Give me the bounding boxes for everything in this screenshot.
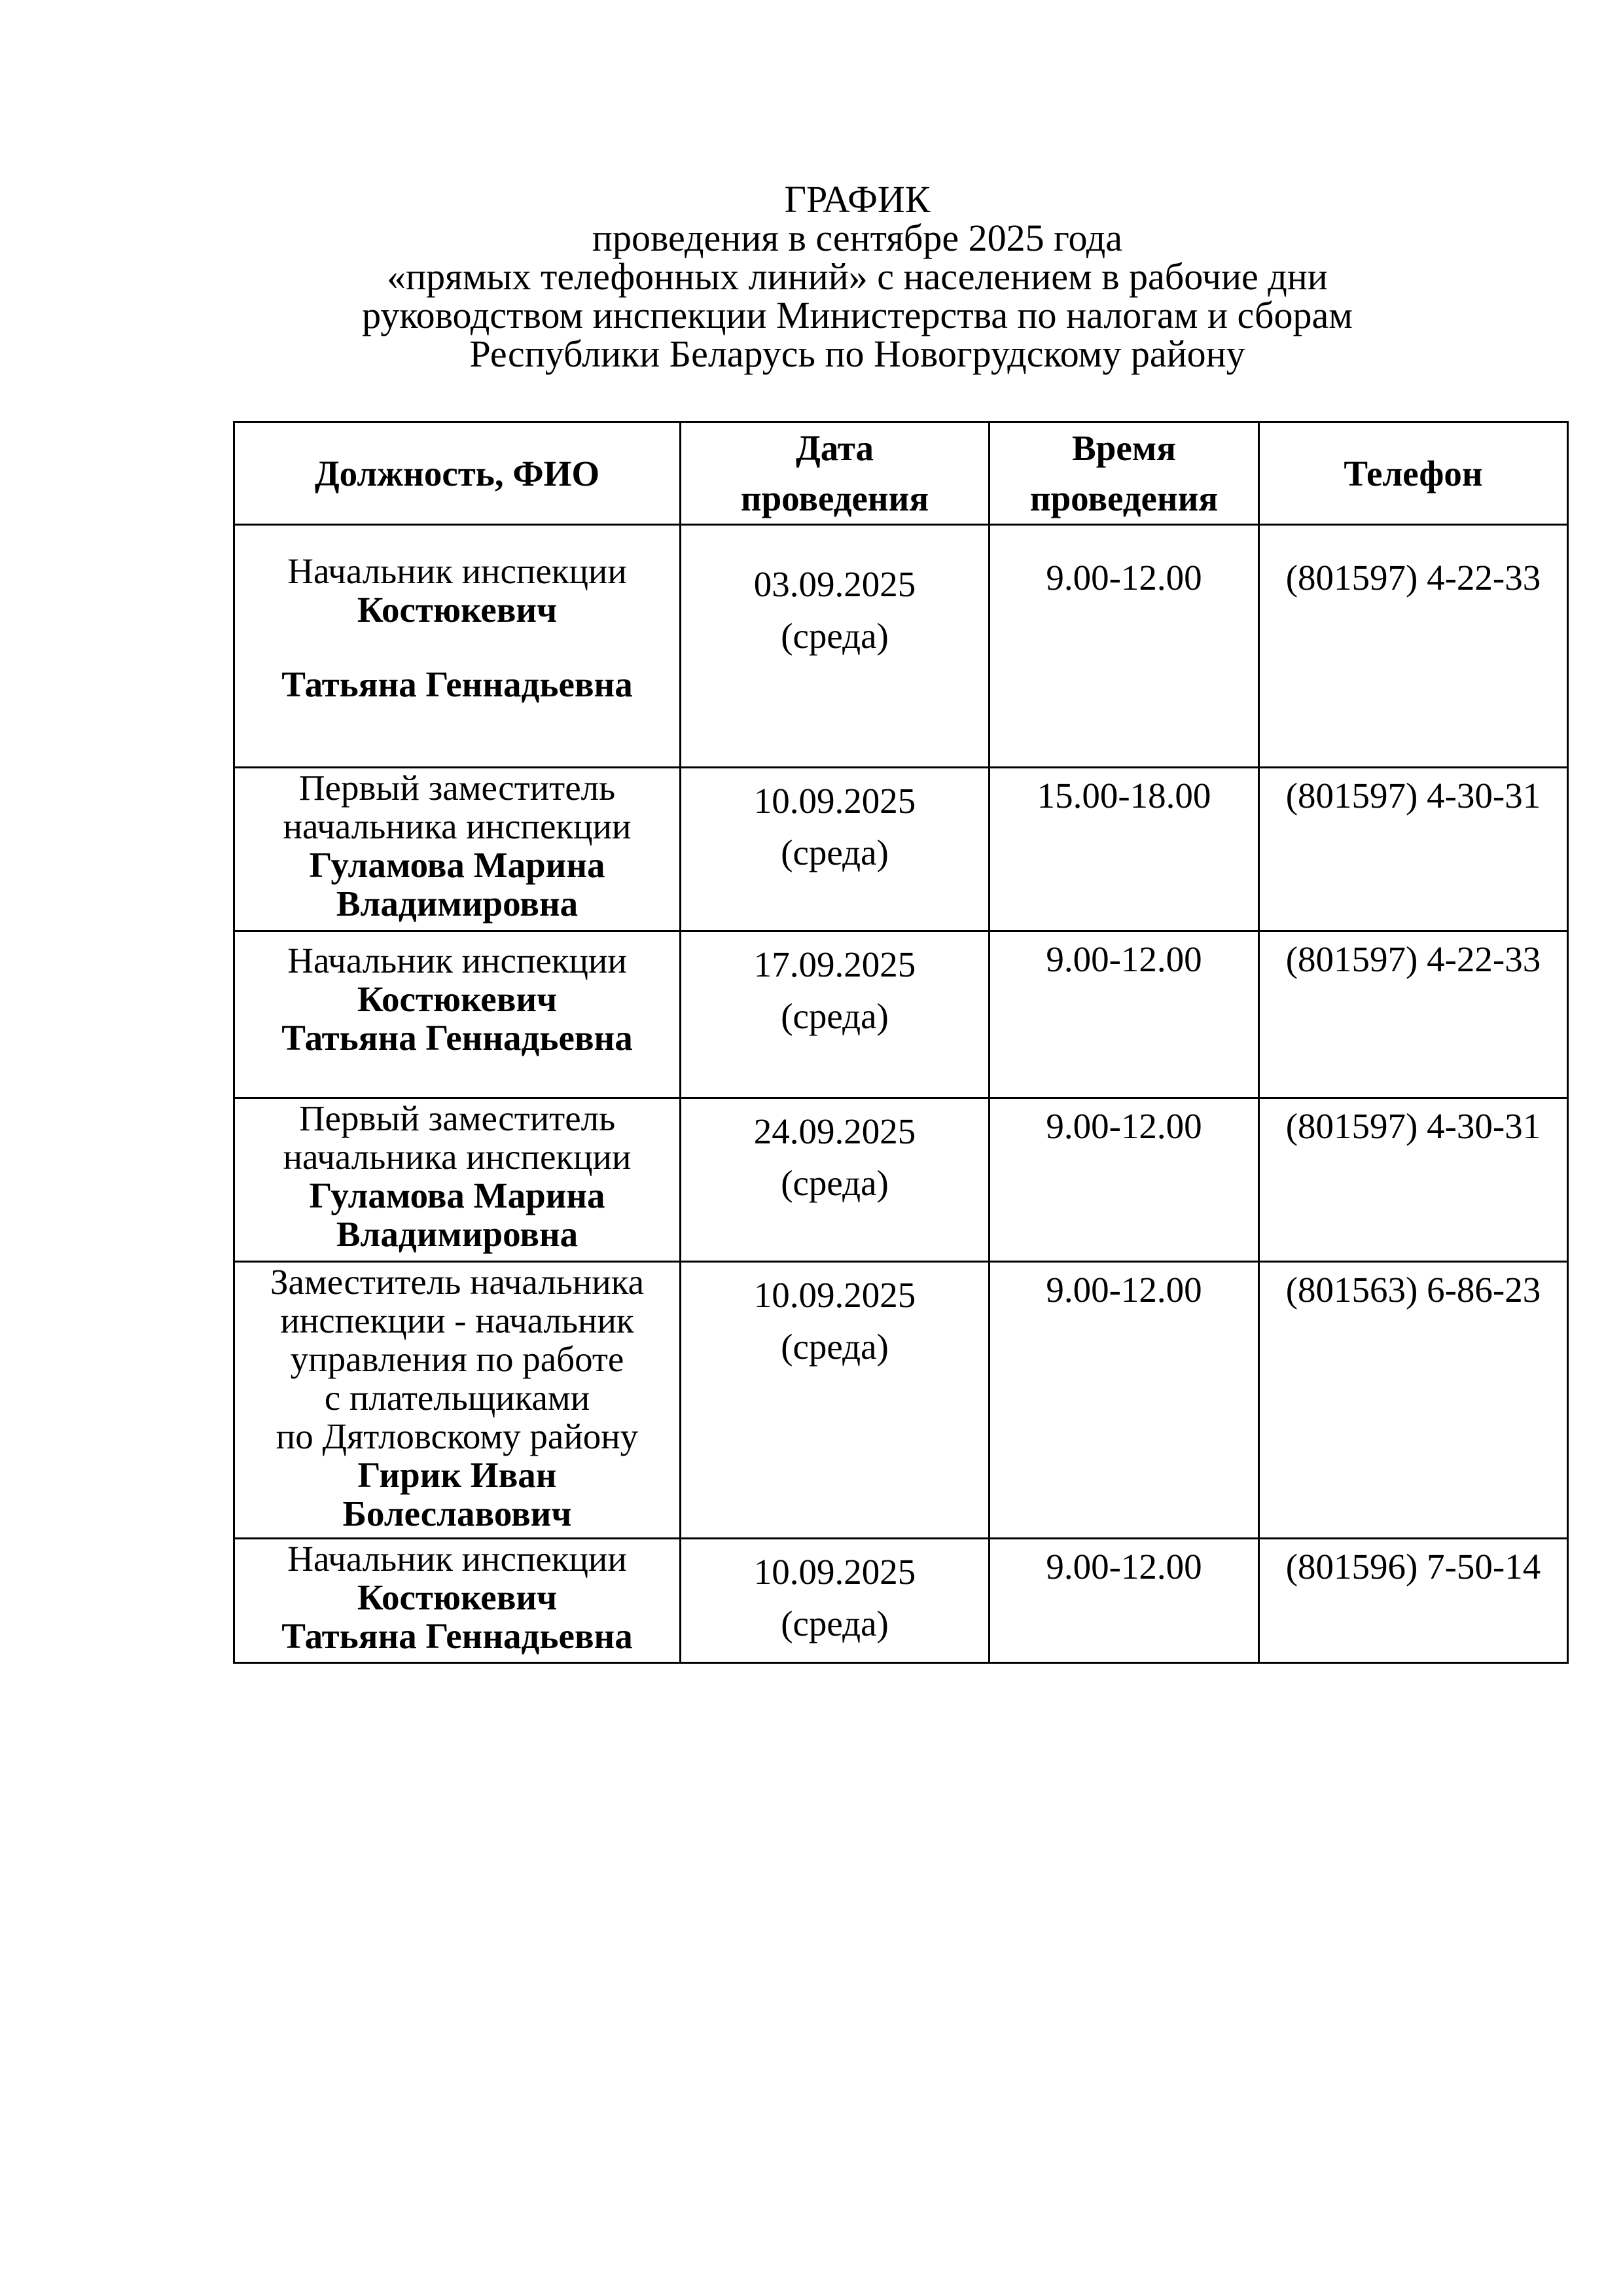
position-title: Начальник инспекции — [287, 941, 627, 980]
person-name: Костюкевич — [357, 1577, 558, 1617]
time-cell: 9.00-12.00 — [990, 525, 1259, 768]
date-value: 10.09.2025 — [753, 1552, 916, 1592]
person-name: Костюкевич — [357, 590, 558, 630]
position-cell — [234, 931, 681, 1098]
position-cell — [234, 768, 681, 931]
person-name: Владимировна — [336, 884, 579, 924]
date-cell — [681, 768, 990, 931]
position-title: Первый заместитель — [298, 768, 616, 808]
person-name: Гирик Иван — [357, 1455, 557, 1495]
position-cell — [234, 1098, 681, 1262]
weekday-value: (среда) — [781, 1163, 889, 1203]
subtitle-line: Республики Беларусь по Новогрудскому району — [469, 332, 1245, 375]
person-name: Владимировна — [336, 1214, 579, 1254]
time-cell: 9.00-12.00 — [990, 1098, 1259, 1262]
person-name: Татьяна Геннадьевна — [281, 1018, 633, 1058]
position-title: Первый заместитель — [298, 1098, 616, 1138]
time-cell: 9.00-12.00 — [990, 1262, 1259, 1539]
position-cell — [234, 1539, 681, 1663]
position-cell — [234, 525, 681, 768]
date-cell — [681, 1539, 990, 1663]
table-row — [234, 931, 1568, 1098]
date-value: 10.09.2025 — [753, 1275, 916, 1315]
weekday-value: (среда) — [781, 996, 889, 1036]
header-position: Должность, ФИО — [234, 422, 681, 525]
time-cell: 15.00-18.00 — [990, 768, 1259, 931]
phone-cell: (801597) 4-30-31 — [1259, 768, 1568, 931]
position-title: по Дятловскому району — [276, 1416, 639, 1456]
time-cell: 9.00-12.00 — [990, 931, 1259, 1098]
phone-cell: (801597) 4-30-31 — [1259, 1098, 1568, 1262]
document-title — [0, 180, 1623, 373]
date-value: 24.09.2025 — [753, 1111, 916, 1151]
weekday-value: (среда) — [781, 616, 889, 656]
position-title: управления по работе — [290, 1339, 624, 1379]
position-title: Начальник инспекции — [287, 1539, 627, 1579]
phone-cell: (801596) 7-50-14 — [1259, 1539, 1568, 1663]
table-row — [234, 1539, 1568, 1663]
date-cell — [681, 931, 990, 1098]
header-date: Дата проведения — [681, 422, 990, 525]
phone-cell: (801563) 6-86-23 — [1259, 1262, 1568, 1539]
phone-cell: (801597) 4-22-33 — [1259, 931, 1568, 1098]
weekday-value: (среда) — [781, 1327, 889, 1367]
position-title: начальника инспекции — [283, 1137, 632, 1177]
time-cell: 9.00-12.00 — [990, 1539, 1259, 1663]
weekday-value: (среда) — [781, 1604, 889, 1643]
person-name: Гуламова Марина — [309, 845, 605, 885]
date-value: 03.09.2025 — [753, 564, 916, 604]
table-row — [234, 1262, 1568, 1539]
title-line: ГРАФИК — [784, 178, 931, 221]
position-title: с плательщиками — [324, 1378, 590, 1418]
header-time: Время проведения — [990, 422, 1259, 525]
header-phone: Телефон — [1259, 422, 1568, 525]
table-row — [234, 768, 1568, 931]
person-name: Татьяна Геннадьевна — [281, 1616, 633, 1656]
person-name: Татьяна Геннадьевна — [281, 664, 633, 704]
subtitle-line: «прямых телефонных линий» с населением в рабочие дни — [387, 255, 1328, 298]
subtitle-line: проведения в сентябре 2025 года — [592, 217, 1123, 259]
weekday-value: (среда) — [781, 833, 889, 872]
schedule-table — [233, 421, 1569, 1664]
date-value: 17.09.2025 — [753, 944, 916, 984]
phone-cell: (801597) 4-22-33 — [1259, 525, 1568, 768]
position-title: инспекции - начальник — [280, 1300, 634, 1340]
table-row — [234, 1098, 1568, 1262]
position-title: начальника инспекции — [283, 806, 632, 846]
subtitle-line: руководством инспекции Министерства по налогам и сборам — [362, 294, 1353, 336]
table-row — [234, 525, 1568, 768]
position-title: Начальник инспекции — [287, 551, 627, 591]
date-cell — [681, 1098, 990, 1262]
date-cell — [681, 525, 990, 768]
date-value: 10.09.2025 — [753, 781, 916, 821]
position-cell — [234, 1262, 681, 1539]
person-name: Болеславович — [342, 1494, 572, 1534]
table-header-row — [234, 422, 1568, 525]
date-cell — [681, 1262, 990, 1539]
person-name: Костюкевич — [357, 979, 558, 1019]
person-name: Гуламова Марина — [309, 1175, 605, 1215]
position-title: Заместитель начальника — [270, 1262, 645, 1302]
